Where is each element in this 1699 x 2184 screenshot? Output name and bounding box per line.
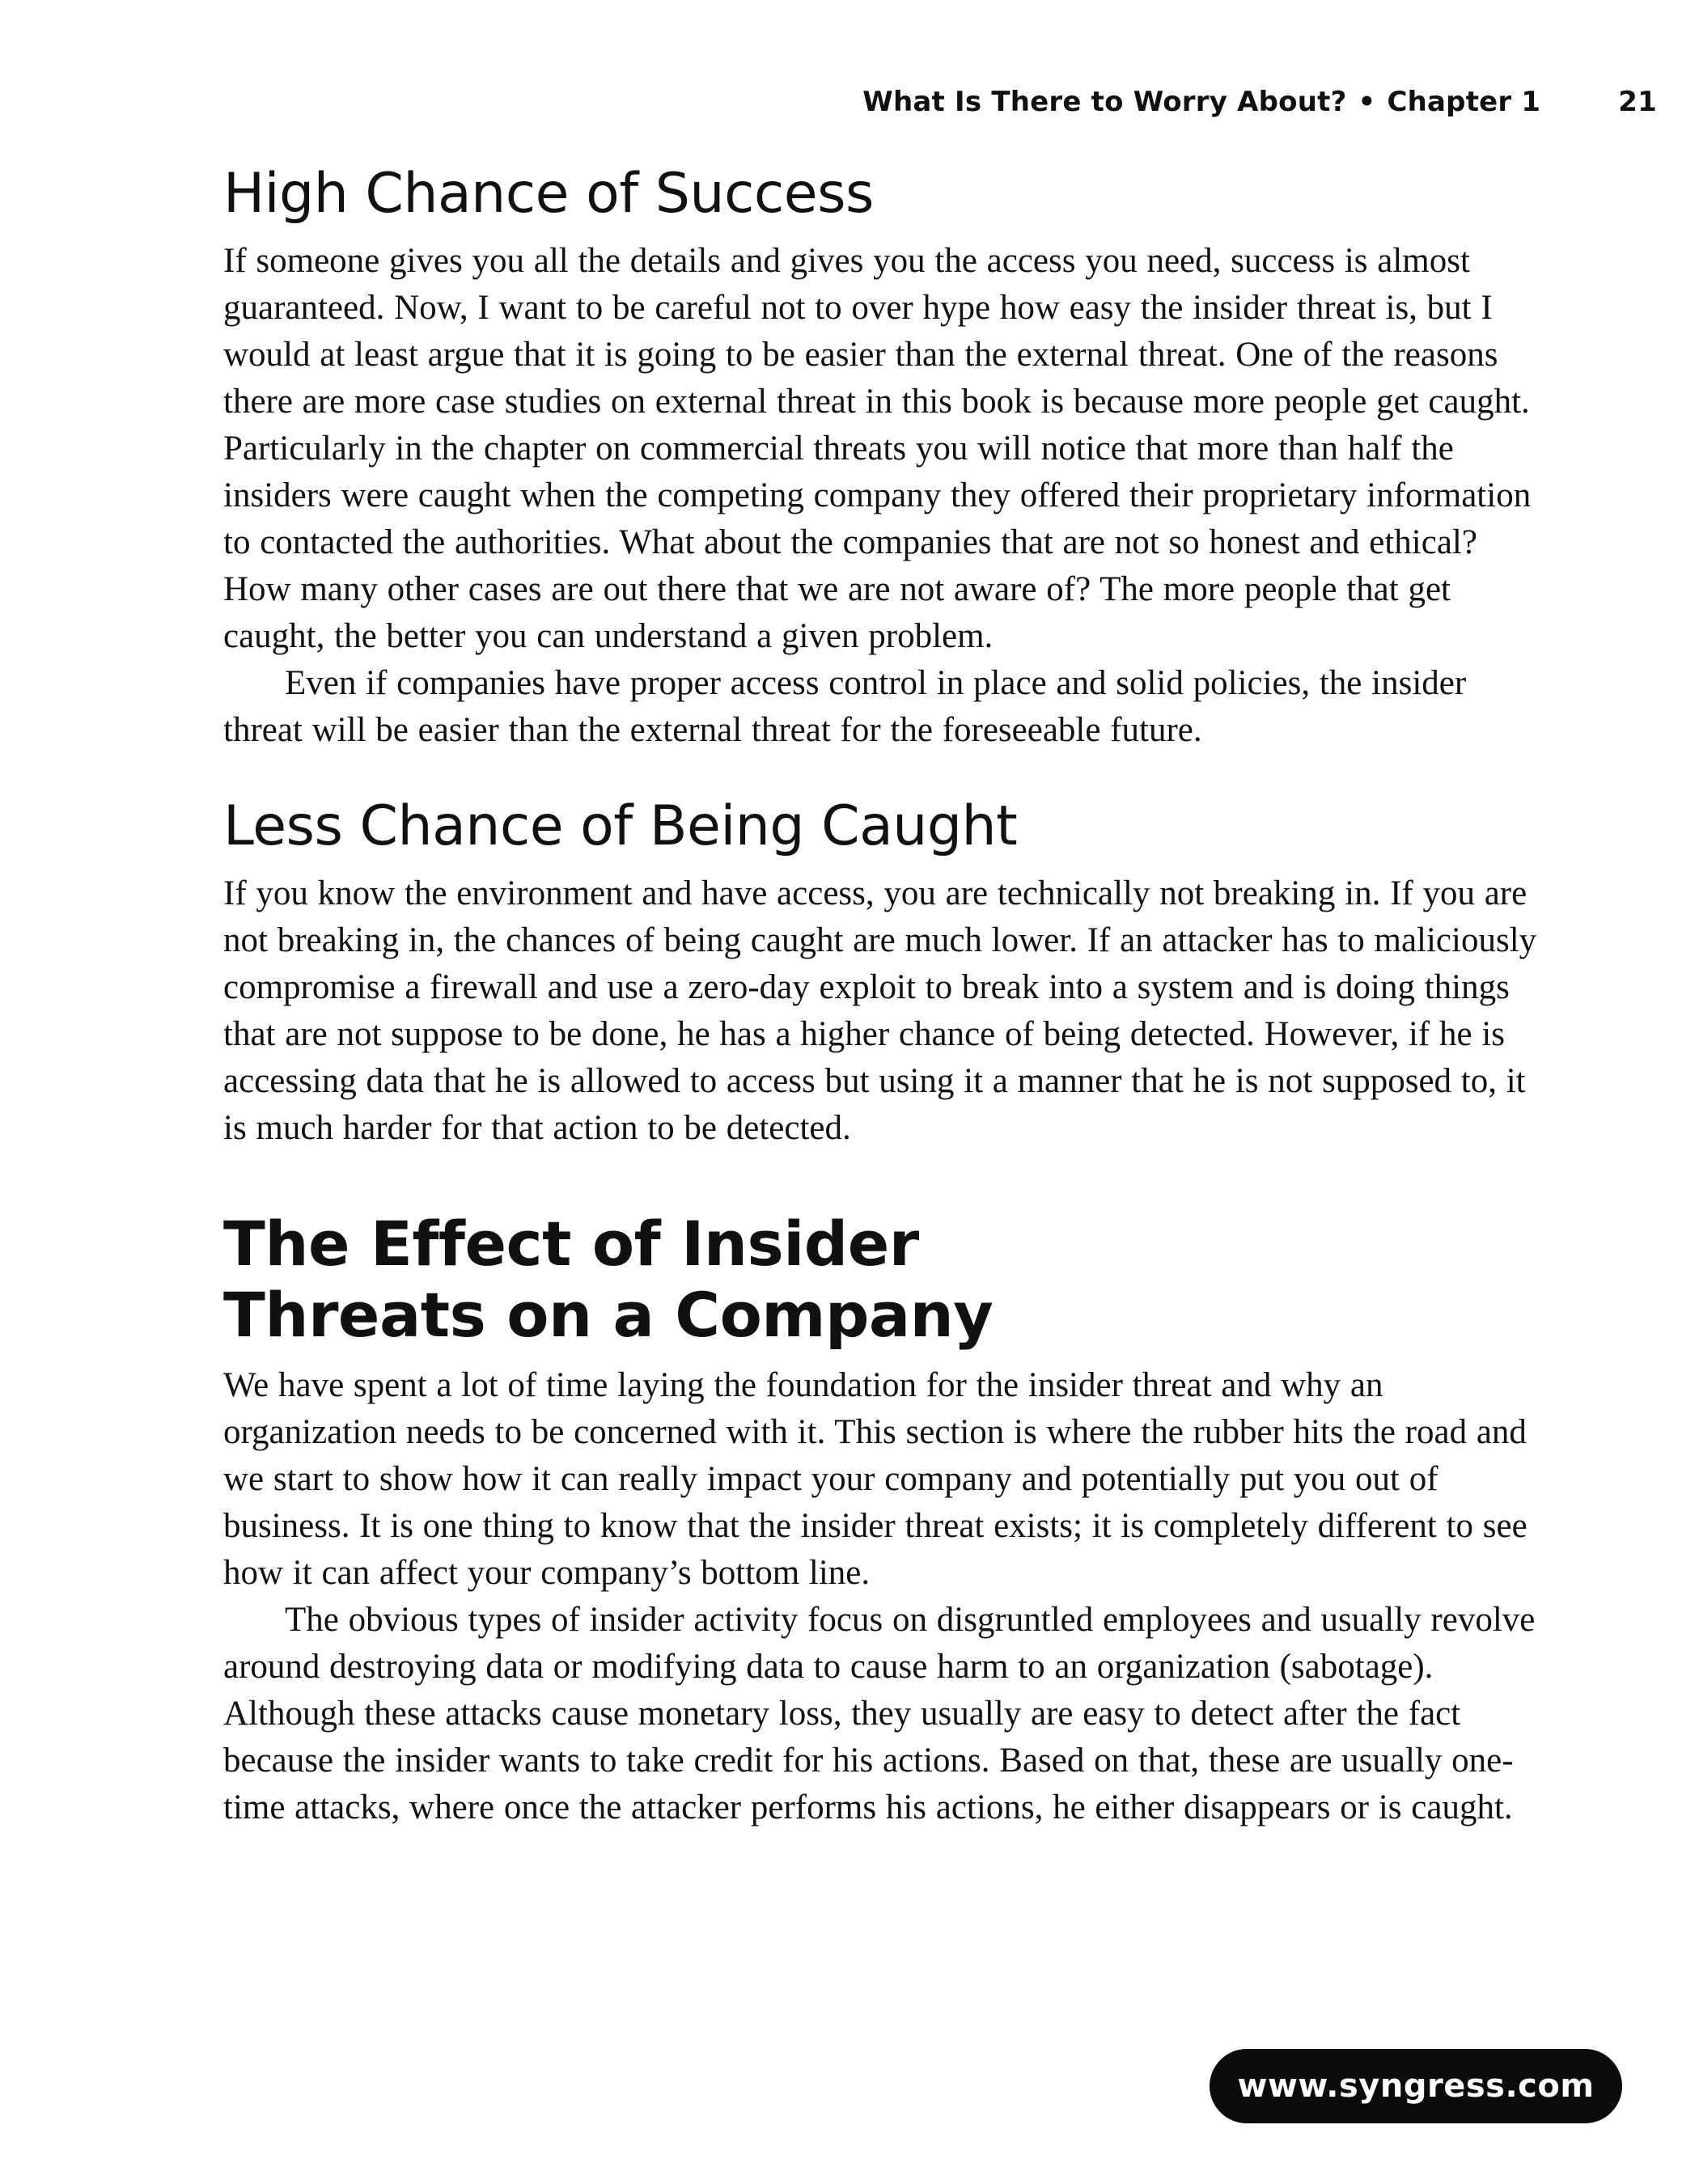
page-body xyxy=(223,160,1550,1831)
running-header-chapter: Chapter 1 xyxy=(1387,86,1541,118)
body-paragraph: If you know the environment and have access, you are technically not breaking in. If you are not breaking in, the chances of being caught are much lower. If an attacker has to maliciously compromise a firewall and use a zero-day exploit to break into a system and is doing things that are not suppose to be done, he has a higher chance of being detected. However, if he is accessing data that he is allowed to access but using it a manner that he is not supposed to, it is much harder for that action to be detected. xyxy=(223,874,1537,1147)
running-header xyxy=(862,86,1657,118)
section-effect-of-insider-threats xyxy=(223,1208,1550,1831)
body-paragraph: We have spent a lot of time laying the foundation for the insider threat and why an organization needs to be concerned with it. This section is where the rubber hits the road and we start to show how it can really impact your company and potentially put you out of business. It is one thing to know that the insider threat exists; it is completely different to see how it can affect your company’s bottom line. xyxy=(223,1366,1527,1592)
spacer xyxy=(223,754,1550,793)
major-heading xyxy=(223,1208,1550,1351)
page-number: 21 xyxy=(1618,86,1657,118)
website-badge: www.syngress.com xyxy=(1210,2049,1622,2123)
major-heading-line-2: Threats on a Company xyxy=(223,1279,994,1351)
spacer xyxy=(223,1152,1550,1208)
body-paragraph: Even if companies have proper access control in place and solid policies, the insider threat will be easier than the external threat for the foreseeable future. xyxy=(223,664,1467,749)
major-heading-line-1: The Effect of Insider xyxy=(223,1208,919,1280)
section-heading: High Chance of Success xyxy=(223,162,874,226)
running-header-title: What Is There to Worry About? xyxy=(862,86,1347,118)
body-paragraph: If someone gives you all the details and gives you the access you need, success is almost guaranteed. Now, I want to be careful not to over hype how easy the insider threat is, but I would at least argue that it is going to be easier than the external threat. One of the reasons there are more case studies on external threat in this book is because more people get caught. Particularly in the chapter on commercial threats you will notice that more than half the insiders were caught when the competing company they offered their proprietary information to contacted the authorities. What about the companies that are not so honest and ethical? How many other cases are out there that we are not aware of? The more people that get caught, the better you can understand a given problem. xyxy=(223,242,1532,655)
section-heading: Less Chance of Being Caught xyxy=(223,794,1018,858)
running-header-separator: • xyxy=(1358,86,1376,118)
section-high-chance-of-success xyxy=(223,160,1550,754)
section-less-chance-of-being-caught xyxy=(223,793,1550,1152)
body-paragraph: The obvious types of insider activity focus on disgruntled employees and usually revolve around destroying data or modifying data to cause harm to an organization (sabotage). Although these attacks cause monetary loss, they usually are easy to detect after the fact because the insider wants to take credit for his actions. Based on that, these are usually one-time attacks, where once the attacker performs his actions, he either disappears or is caught. xyxy=(223,1601,1536,1826)
